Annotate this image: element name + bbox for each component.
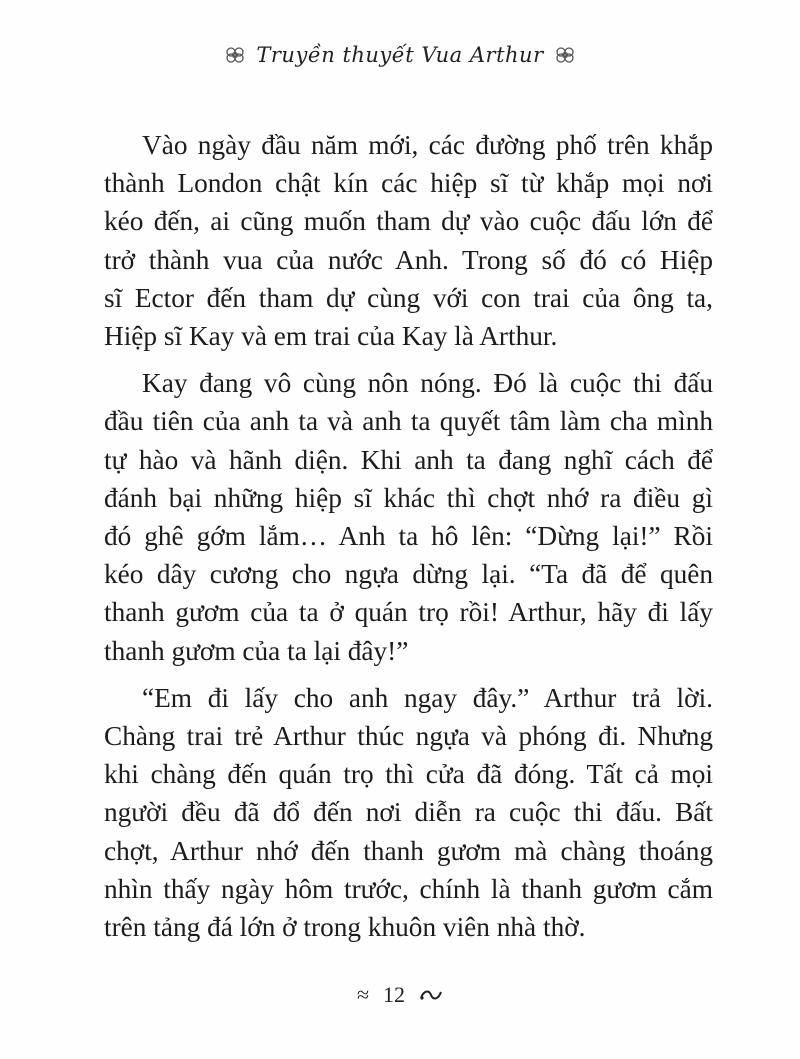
story-text <box>104 126 713 955</box>
text-line: nhìn thấy ngày hôm trước, chính là thanh gươm cắm <box>104 873 713 904</box>
page-number: 12 <box>383 982 406 1007</box>
text-line: sĩ Ector đến tham dự cùng với con trai của ông ta, <box>104 282 713 313</box>
text-line: Hiệp sĩ Kay và em trai của Kay là Arthur. <box>104 321 558 352</box>
text-line: Kay đang vô cùng nôn nóng. Đó là cuộc thi đấu <box>142 368 713 399</box>
text-line: Chàng trai trẻ Arthur thúc ngựa và phóng đi. Nhưng <box>104 721 713 752</box>
celtic-knot-icon <box>554 46 576 64</box>
swash-right-icon <box>419 988 443 1002</box>
paragraph <box>104 679 713 946</box>
text-line: đầu tiên của anh ta và anh ta quyết tâm làm cha mình <box>104 406 713 437</box>
running-header <box>0 38 800 72</box>
paragraph <box>104 126 713 355</box>
swash-left-icon: ≈ <box>356 982 370 1007</box>
text-line: trở thành vua của nước Anh. Trong số đó có Hiệp <box>104 244 713 275</box>
book-title: Truyền thuyết Vua Arthur <box>256 43 544 67</box>
text-line: chợt, Arthur nhớ đến thanh gươm mà chàng thoáng <box>104 835 713 866</box>
text-line: người đều đã đổ đến nơi diễn ra cuộc thi đấu. Bất <box>104 797 713 828</box>
text-line: thành London chật kín các hiệp sĩ từ khắp mọi nơi <box>104 168 713 199</box>
text-line: trên tảng đá lớn ở trong khuôn viên nhà thờ. <box>104 912 586 943</box>
page-footer <box>0 982 800 1008</box>
text-line: đó ghê gớm lắm… Anh ta hô lên: “Dừng lại!” Rồi <box>104 521 713 552</box>
text-line: khi chàng đến quán trọ thì cửa đã đóng. Tất cả mọi <box>104 759 713 790</box>
paragraph <box>104 364 713 670</box>
text-line: thanh gươm của ta lại đây!” <box>104 635 409 666</box>
text-line: thanh gươm của ta ở quán trọ rồi! Arthur, hãy đi lấy <box>104 597 713 628</box>
text-line: kéo đến, ai cũng muốn tham dự vào cuộc đấu lớn để <box>104 206 713 237</box>
text-line: kéo dây cương cho ngựa dừng lại. “Ta đã để quên <box>104 559 713 590</box>
text-line: “Em đi lấy cho anh ngay đây.” Arthur trả lời. <box>142 682 713 713</box>
celtic-knot-icon <box>224 46 246 64</box>
text-line: Vào ngày đầu năm mới, các đường phố trên khắp <box>142 130 713 160</box>
text-line: tự hào và hãnh diện. Khi anh ta đang nghĩ cách để <box>104 444 713 475</box>
text-line: đánh bại những hiệp sĩ khác thì chợt nhớ ra điều gì <box>104 482 713 513</box>
